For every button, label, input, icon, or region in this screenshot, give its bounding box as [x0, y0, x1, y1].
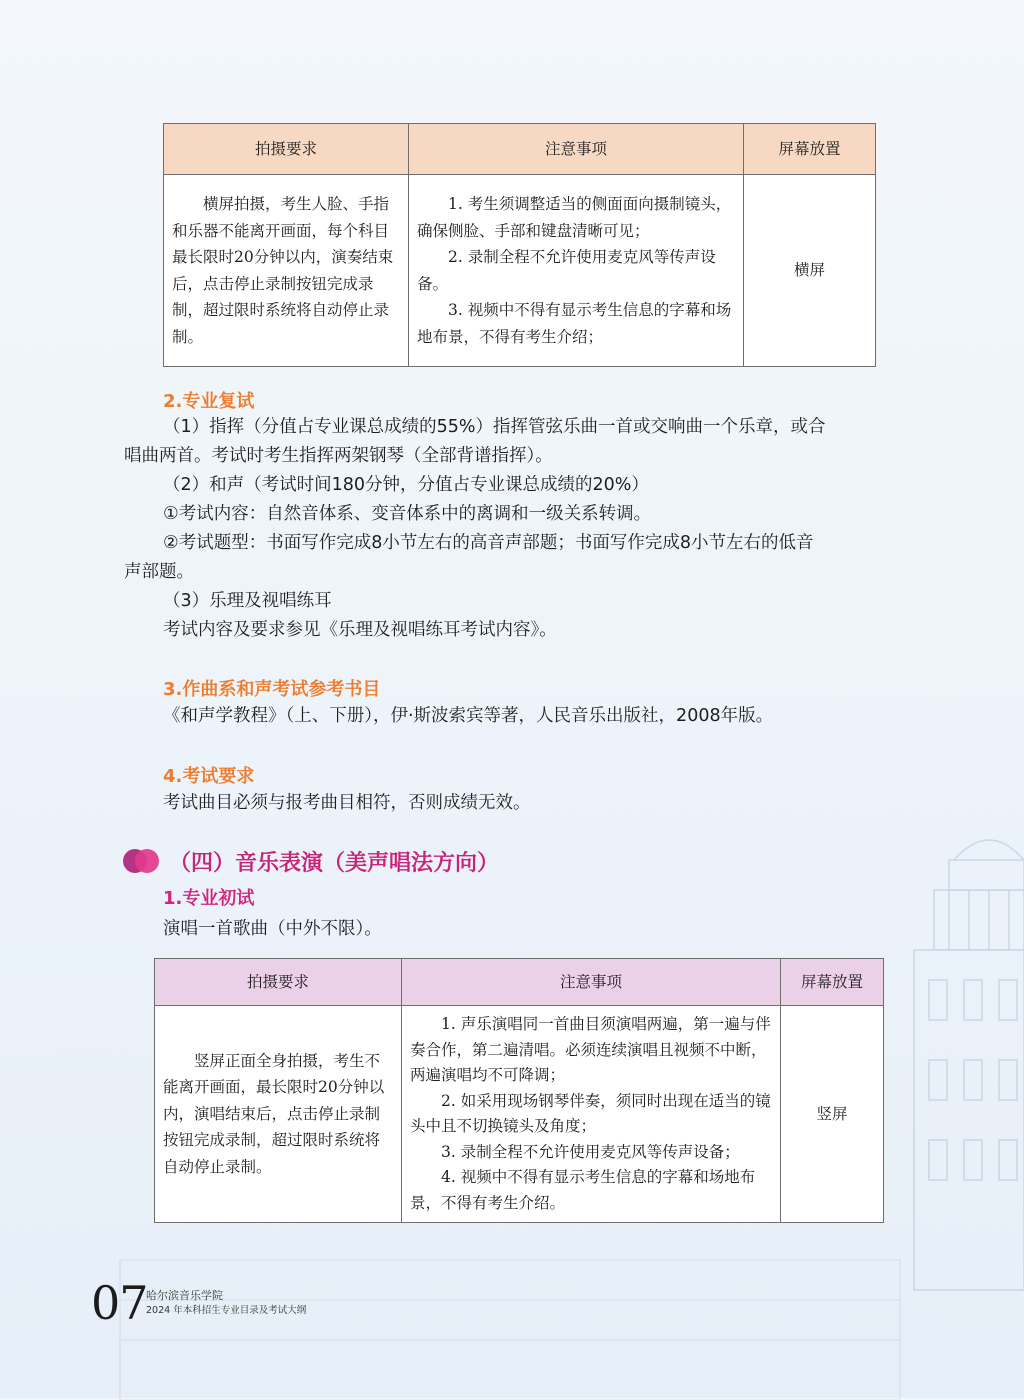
page-number: 07 [91, 1276, 148, 1330]
table-row [164, 175, 876, 367]
paragraph-conducting: （1）指挥（分值占专业课总成绩的55%）指挥管弦乐曲一首或交响曲一个乐章，或合 [163, 417, 826, 437]
table-row [155, 1006, 884, 1223]
paragraph-theory: （3）乐理及视唱练耳 [163, 591, 332, 611]
note-item: 2. 如采用现场钢琴伴奏，须同时出现在适当的镜头中且不切换镜头及角度； [410, 1091, 771, 1135]
section-heading-preliminary: 1.专业初试 [163, 888, 255, 909]
note-item: 2. 录制全程不允许使用麦克风等传声设备。 [417, 248, 716, 293]
header-screen-placement: 屏幕放置 [781, 959, 884, 1006]
building-silhouette [0, 1240, 1024, 1400]
building-illustration [894, 820, 1024, 1300]
table-header-row [155, 959, 884, 1006]
paragraph-harmony-format-cont: 声部题。 [124, 562, 194, 582]
paragraph-references: 《和声学教程》（上、下册），伊·斯波索宾等著，人民音乐出版社，2008年版。 [163, 706, 774, 726]
note-item: 4. 视频中不得有显示考生信息的字幕和场地布景，不得有考生介绍。 [410, 1168, 756, 1212]
part-heading [123, 845, 499, 877]
paragraph-theory-content: 考试内容及要求参见《乐理及视唱练耳考试内容》。 [163, 620, 557, 640]
header-notes: 注意事项 [409, 124, 744, 175]
note-item: 3. 录制全程不允许使用麦克风等传声设备； [441, 1142, 740, 1161]
screen-cell: 横屏 [744, 175, 876, 367]
paragraph-harmony-content: ①考试内容：自然音体系、变音体系中的离调和一级关系转调。 [163, 504, 652, 524]
section-heading-retest: 2.专业复试 [163, 391, 255, 412]
footer-catalog-title: 2024 年本科招生专业目录及考试大纲 [146, 1305, 307, 1316]
section-heading-exam-requirements: 4.考试要求 [163, 766, 255, 787]
bullet-dot-icon [135, 849, 159, 873]
header-screen-placement: 屏幕放置 [744, 124, 876, 175]
filming-requirements-table-2 [154, 958, 884, 1223]
note-item: 1. 声乐演唱同一首曲目须演唱两遍，第一遍与伴奏合作，第二遍清唱。必须连续演唱且视频不中断，两遍演唱均不可降调； [410, 1015, 771, 1084]
filming-requirements-table-1 [163, 123, 876, 367]
header-filming-requirement: 拍摄要求 [155, 959, 402, 1006]
section-heading-references: 3.作曲系和声考试参考书目 [163, 679, 381, 700]
note-item: 3. 视频中不得有显示考生信息的字幕和场地布景，不得有考生介绍； [417, 301, 732, 346]
requirement-cell: 竖屏正面全身拍摄，考生不能离开画面，最长限时20分钟以内，演唱结束后，点击停止录制按钮完成录制，超过限时系统将自动停止录制。 [155, 1006, 402, 1223]
paragraph-exam-requirements: 考试曲目必须与报考曲目相符，否则成绩无效。 [163, 793, 531, 813]
notes-cell [409, 175, 744, 367]
notes-cell [402, 1006, 781, 1223]
paragraph-harmony: （2）和声（考试时间180分钟，分值占专业课总成绩的20%） [163, 475, 649, 495]
header-filming-requirement: 拍摄要求 [164, 124, 409, 175]
part-title: （四）音乐表演（美声唱法方向） [169, 850, 500, 876]
footer-institution: 哈尔滨音乐学院 [146, 1289, 223, 1302]
paragraph-preliminary: 演唱一首歌曲（中外不限）。 [163, 919, 382, 939]
requirement-cell: 横屏拍摄，考生人脸、手指和乐器不能离开画面，每个科目最长限时20分钟以内，演奏结束后，点击停止录制按钮完成录制，超过限时系统将自动停止录制。 [164, 175, 409, 367]
paragraph-conducting-cont: 唱曲两首。考试时考生指挥两架钢琴（全部背谱指挥）。 [124, 446, 553, 466]
note-item: 1. 考生须调整适当的侧面面向摄制镜头，确保侧脸、手部和键盘清晰可见； [417, 195, 732, 240]
header-notes: 注意事项 [402, 959, 781, 1006]
table-header-row [164, 124, 876, 175]
paragraph-harmony-format: ②考试题型：书面写作完成8小节左右的高音声部题；书面写作完成8小节左右的低音 [163, 533, 814, 553]
screen-cell: 竖屏 [781, 1006, 884, 1223]
